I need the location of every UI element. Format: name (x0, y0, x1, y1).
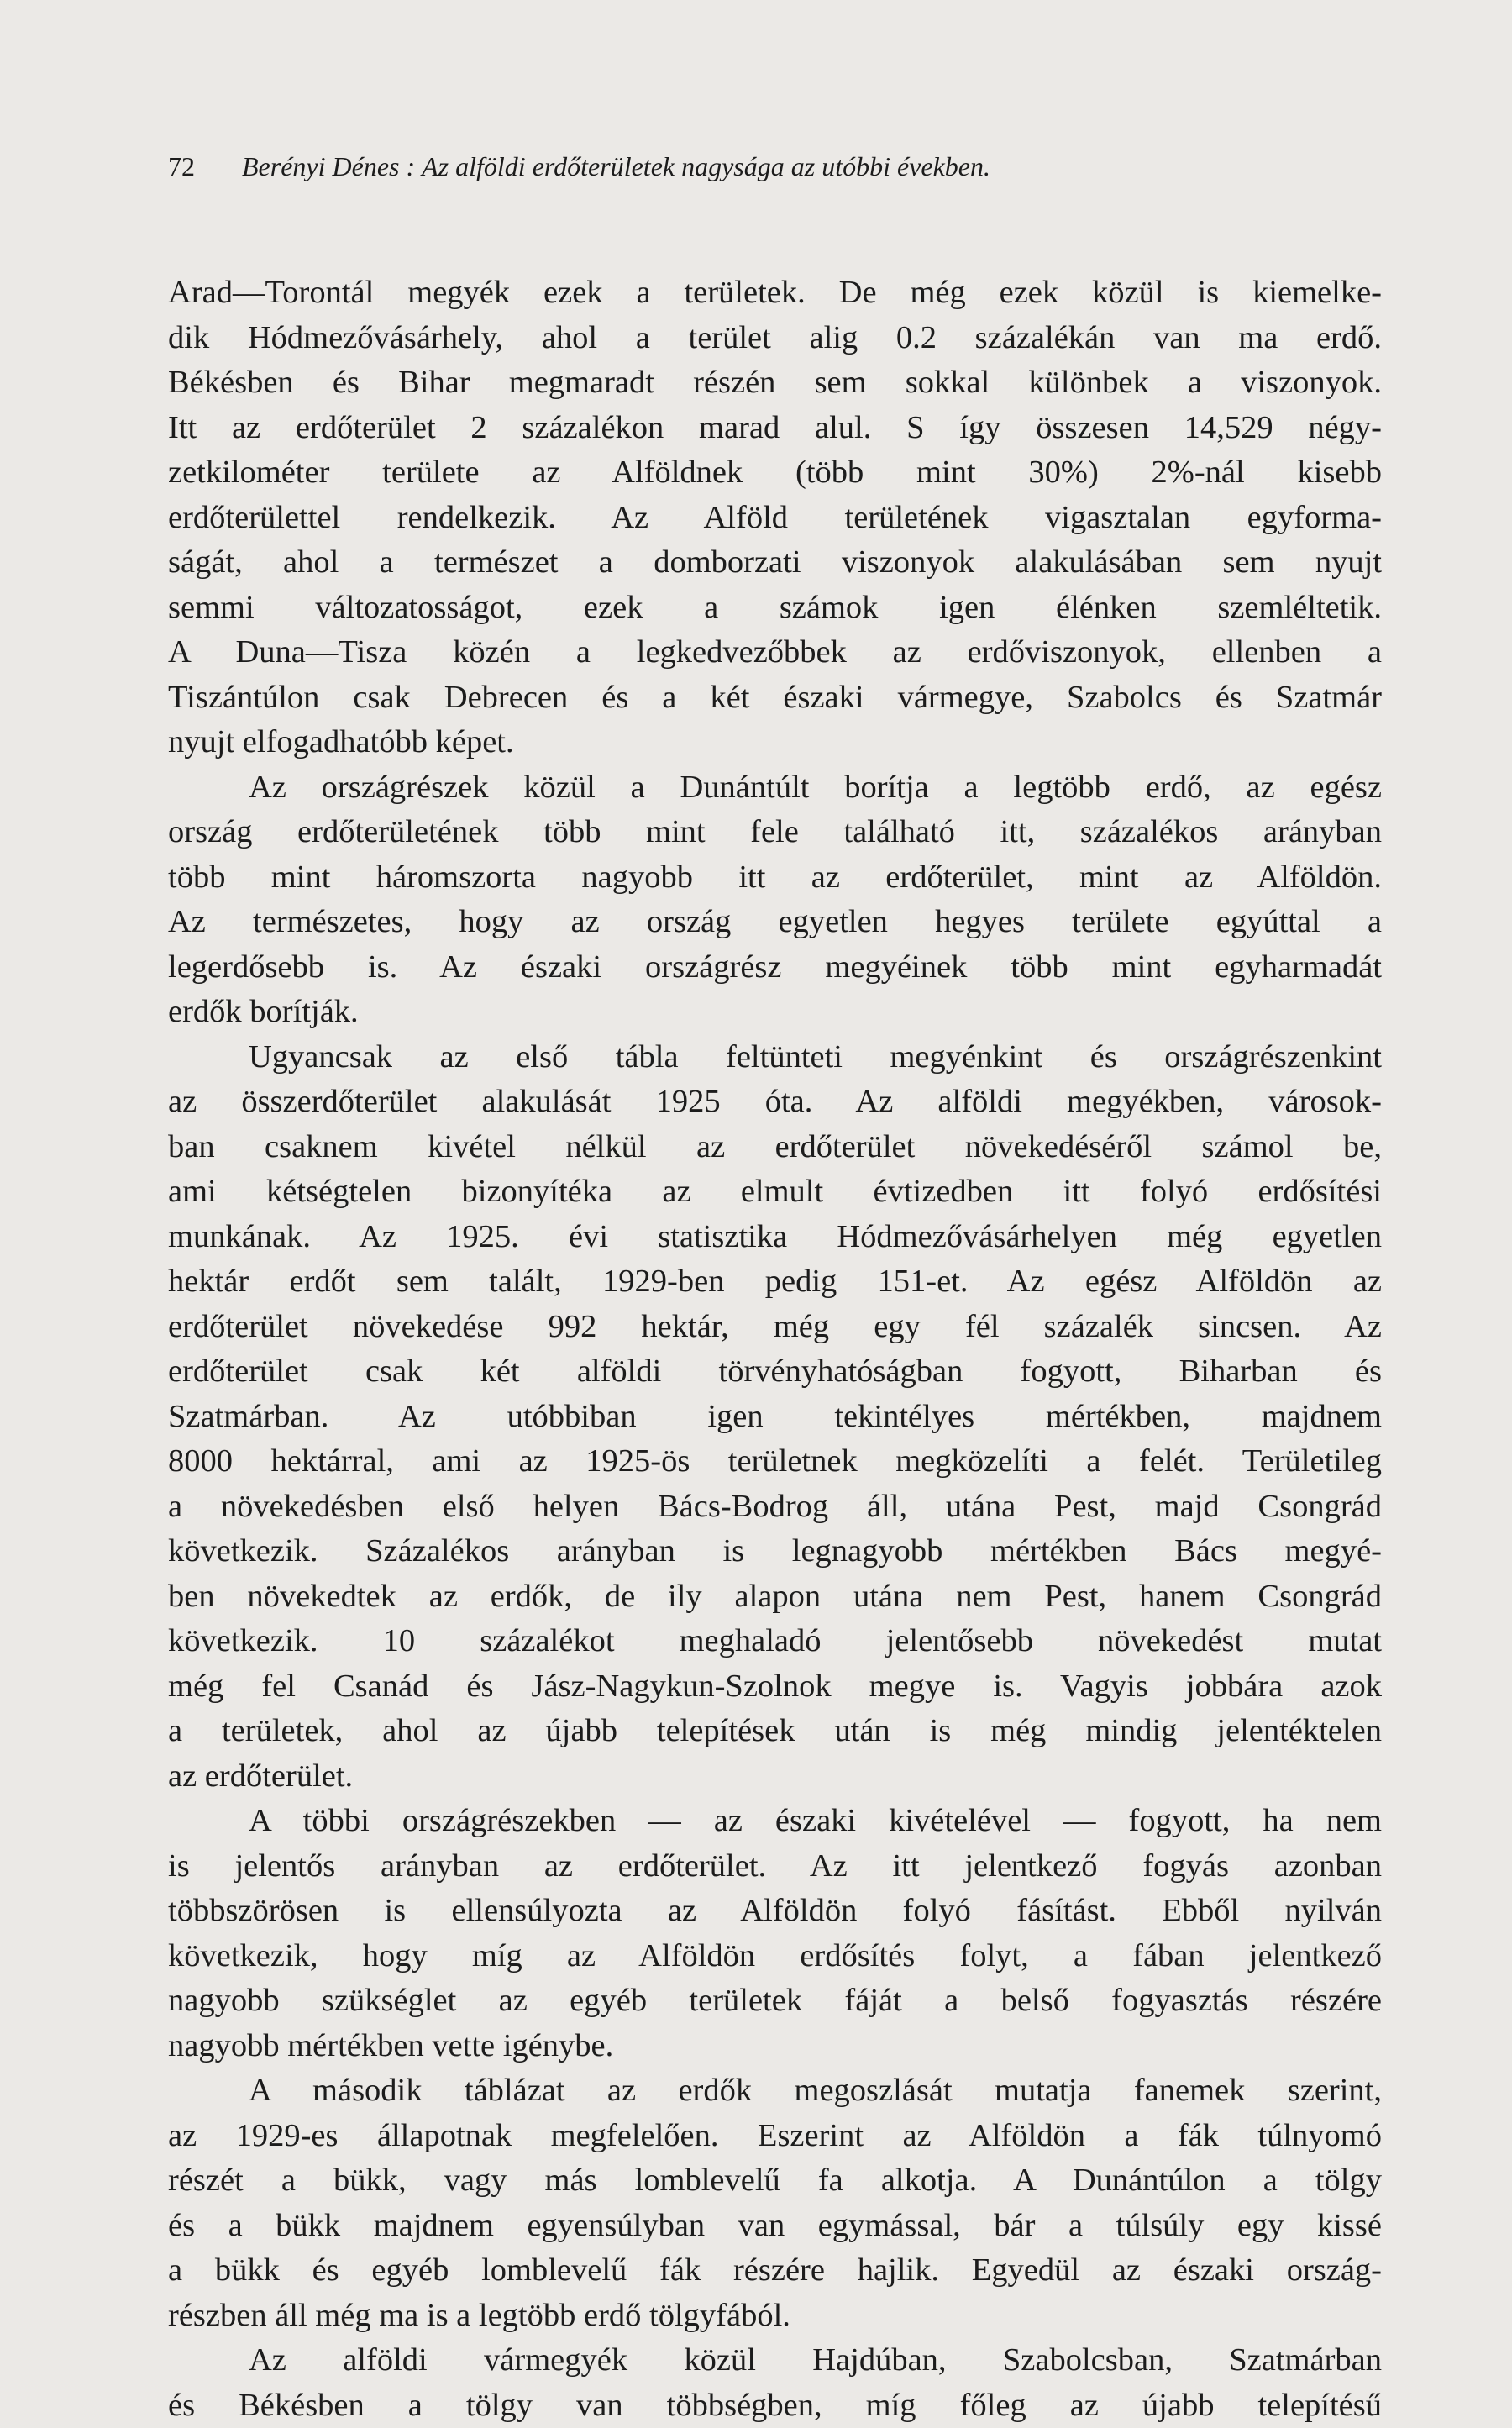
text-line: részét a bükk, vagy más lomblevelű fa alkotja. A Dunántúlon a tölgy (168, 2158, 1382, 2204)
text-line: Békésben és Bihar megmaradt részén sem sokkal különbek a viszonyok. (168, 360, 1382, 406)
text-line: több mint háromszorta nagyobb itt az erdőterület, mint az Alföldön. (168, 855, 1382, 901)
text-line: Arad—Torontál megyék ezek a területek. De még ezek közül is kiemelke- (168, 271, 1382, 316)
text-line: az összerdőterület alakulását 1925 óta. Az alföldi megyékben, városok- (168, 1080, 1382, 1125)
text-line: ságát, ahol a természet a domborzati viszonyok alakulásában sem nyujt (168, 540, 1382, 586)
text-line: Ugyancsak az első tábla feltünteti megyénkint és országrészenkint (168, 1035, 1382, 1080)
text-line: Az alföldi vármegyék közül Hajdúban, Szabolcsban, Szatmárban (168, 2338, 1382, 2383)
text-line: Tiszántúlon csak Debrecen és a két északi vármegye, Szabolcs és Szatmár (168, 675, 1382, 721)
text-line: a területek, ahol az újabb telepítések után is még mindig jelentéktelen (168, 1709, 1382, 1754)
text-line: nagyobb mértékben vette igénybe. (168, 2024, 1382, 2069)
running-head-title: Az alföldi erdőterületek nagysága az utóbbi években. (422, 151, 990, 181)
text-line: következik. 10 százalékot meghaladó jelentősebb növekedést mutat (168, 1619, 1382, 1664)
text-line: többszörösen is ellensúlyozta az Alföldön folyó fásítást. Ebből nyilván (168, 1889, 1382, 1934)
text-line: 8000 hektárral, ami az 1925-ös területnek megközelíti a felét. Területileg (168, 1439, 1382, 1485)
text-line: A többi országrészekben — az északi kivételével — fogyott, ha nem (168, 1799, 1382, 1844)
text-line: nyujt elfogadhatóbb képet. (168, 720, 1382, 765)
text-line: következik, hogy míg az Alföldön erdősítés folyt, a fában jelentkező (168, 1934, 1382, 1979)
body-text (168, 271, 1382, 2428)
text-line: következik. Százalékos arányban is legnagyobb mértékben Bács megyé- (168, 1529, 1382, 1574)
text-line: a bükk és egyéb lomblevelű fák részére hajlik. Egyedül az északi ország- (168, 2248, 1382, 2294)
text-line: erdőterület csak két alföldi törvényhatóságban fogyott, Biharban és (168, 1349, 1382, 1395)
text-line: és a bükk majdnem egyensúlyban van egymással, bár a túlsúly egy kissé (168, 2204, 1382, 2249)
text-line: részben áll még ma is a legtöbb erdő tölgyfából. (168, 2294, 1382, 2339)
text-line: Szatmárban. Az utóbbiban igen tekintélyes mértékben, majdnem (168, 1395, 1382, 1440)
text-line: legerdősebb is. Az északi országrész megyéinek több mint egyharmadát (168, 945, 1382, 991)
text-line: nagyobb szükséglet az egyéb területek fáját a belső fogyasztás részére (168, 1979, 1382, 2024)
text-line: erdők borítják. (168, 990, 1382, 1035)
text-line: erdőterülettel rendelkezik. Az Alföld területének vigasztalan egyforma- (168, 496, 1382, 541)
running-head (168, 150, 1378, 183)
running-head-author: Berényi Dénes : (242, 151, 415, 181)
text-line: a növekedésben első helyen Bács-Bodrog áll, utána Pest, majd Csongrád (168, 1485, 1382, 1530)
text-line: az erdőterület. (168, 1754, 1382, 1800)
text-line: munkának. Az 1925. évi statisztika Hódmezővásárhelyen még egyetlen (168, 1215, 1382, 1260)
text-line: még fel Csanád és Jász-Nagykun-Szolnok megye is. Vagyis jobbára azok (168, 1664, 1382, 1710)
text-line: és Békésben a tölgy van többségben, míg főleg az újabb telepítésű (168, 2383, 1382, 2428)
text-line: zetkilométer területe az Alföldnek (több mint 30%) 2%-nál kisebb (168, 450, 1382, 496)
text-line: ban csaknem kivétel nélkül az erdőterület növekedéséről számol be, (168, 1125, 1382, 1170)
text-line: ami kétségtelen bizonyítéka az elmult évtizedben itt folyó erdősítési (168, 1169, 1382, 1215)
text-line: is jelentős arányban az erdőterület. Az itt jelentkező fogyás azonban (168, 1844, 1382, 1889)
text-line: ben növekedtek az erdők, de ily alapon utána nem Pest, hanem Csongrád (168, 1574, 1382, 1620)
text-line: Az természetes, hogy az ország egyetlen hegyes területe egyúttal a (168, 900, 1382, 945)
text-line: hektár erdőt sem talált, 1929-ben pedig 151-et. Az egész Alföldön az (168, 1259, 1382, 1305)
page-number: 72 (168, 151, 195, 181)
text-line: dik Hódmezővásárhely, ahol a terület alig 0.2 százalékán van ma erdő. (168, 316, 1382, 361)
text-line: erdőterület növekedése 992 hektár, még egy fél százalék sincsen. Az (168, 1305, 1382, 1350)
text-line: ország erdőterületének több mint fele található itt, százalékos arányban (168, 810, 1382, 855)
text-line: Az országrészek közül a Dunántúlt borítja a legtöbb erdő, az egész (168, 765, 1382, 811)
text-line: az 1929-es állapotnak megfelelően. Eszerint az Alföldön a fák túlnyomó (168, 2114, 1382, 2159)
text-line: A második táblázat az erdők megoszlását mutatja fanemek szerint, (168, 2068, 1382, 2114)
text-line: Itt az erdőterület 2 százalékon marad alul. S így összesen 14,529 négy- (168, 406, 1382, 451)
text-line: semmi változatosságot, ezek a számok igen élénken szemléltetik. (168, 586, 1382, 631)
text-line: A Duna—Tisza közén a legkedvezőbbek az erdőviszonyok, ellenben a (168, 630, 1382, 675)
